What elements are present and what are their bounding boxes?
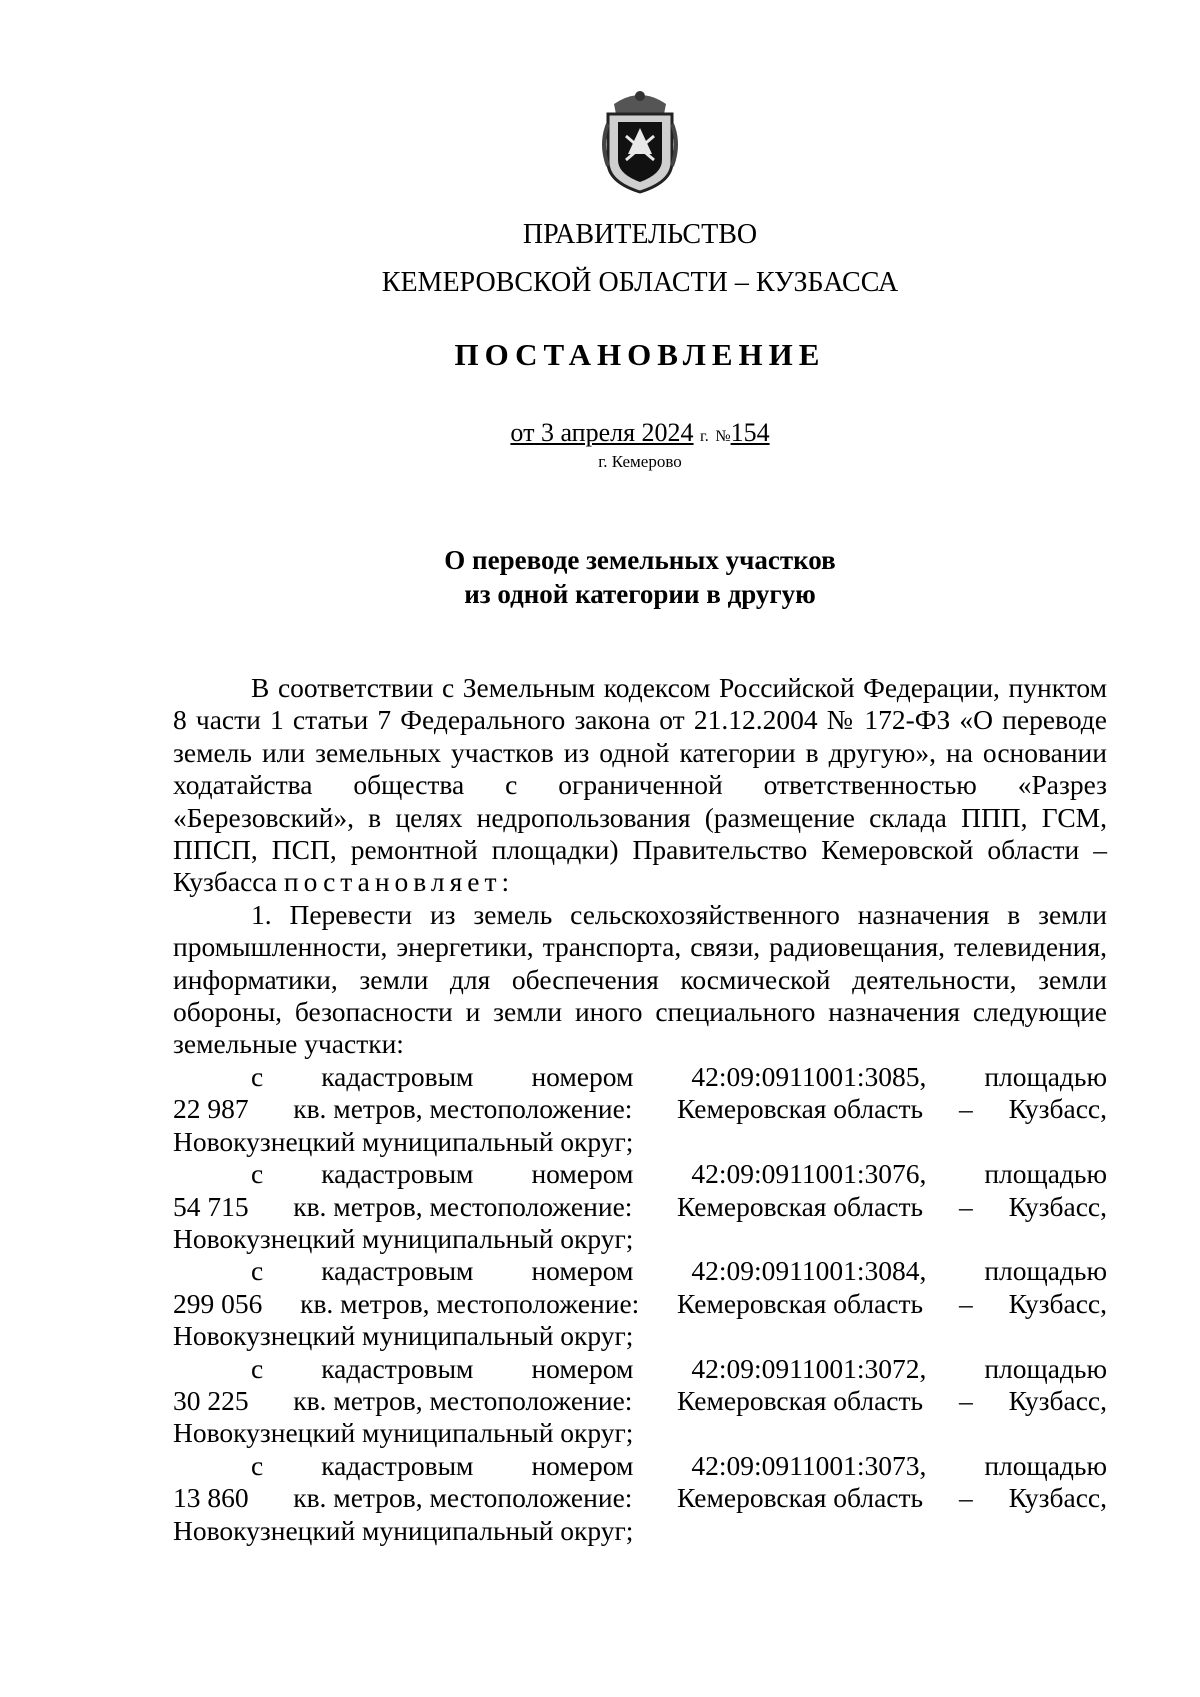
parcel-word-area: площадью <box>984 1060 1107 1092</box>
parcel-word-number: номером <box>531 1255 634 1287</box>
parcel-word-cadastral: кадастровым <box>321 1060 474 1092</box>
document-type: ПОСТАНОВЛЕНИЕ <box>454 337 826 372</box>
parcel-region-kuzbass: Кузбасс, <box>1008 1384 1107 1416</box>
parcel-region-dash: – <box>958 1190 973 1222</box>
parcel-region-dash: – <box>958 1093 973 1125</box>
parcel-word-cadastral: кадастровым <box>321 1255 474 1287</box>
preamble-paragraph <box>173 672 1107 899</box>
parcel-word-c: с <box>251 1158 264 1190</box>
parcel-line-2 <box>173 1191 1107 1223</box>
parcel-line-1 <box>173 1158 1107 1190</box>
parcel-item <box>173 1353 1107 1450</box>
date-number-line <box>0 418 1200 452</box>
parcel-line-2 <box>173 1482 1107 1514</box>
parcel-units: кв. метров, местоположение: <box>293 1190 633 1222</box>
document-title-line2: из одной категории в другую <box>464 579 816 609</box>
org-name-line1: ПРАВИТЕЛЬСТВО <box>522 219 758 250</box>
parcel-region-kuzbass: Кузбасс, <box>1008 1287 1107 1319</box>
parcel-cadastral-number: 42:09:0911001:3076, <box>691 1158 927 1190</box>
parcel-cadastral-number: 42:09:0911001:3072, <box>691 1352 927 1384</box>
parcel-area-value: 22 987 <box>173 1093 249 1125</box>
parcel-line-2 <box>173 1288 1107 1320</box>
item-1-paragraph: 1. Перевести из земель сельскохозяйственного назначения в земли промышленности, энергетики, транспорта, связи, радиовещания, телевидения, информатики, земли для обеспечения космической деятельности, земли обороны, безопасности и земли иного специального назначения следующие земельные участки: <box>173 898 1107 1060</box>
parcel-word-area: площадью <box>984 1158 1107 1190</box>
parcel-cadastral-number: 42:09:0911001:3084, <box>691 1255 927 1287</box>
parcel-item <box>173 1061 1107 1158</box>
parcel-region-kuzbass: Кузбасс, <box>1008 1482 1107 1514</box>
parcel-item <box>173 1255 1107 1352</box>
parcel-region-dash: – <box>958 1287 973 1319</box>
parcel-word-c: с <box>251 1255 264 1287</box>
parcel-region-dash: – <box>958 1384 973 1416</box>
parcel-line-1 <box>173 1353 1107 1385</box>
document-number: 154 <box>730 418 770 447</box>
parcel-line-1 <box>173 1255 1107 1287</box>
parcel-word-area: площадью <box>984 1449 1107 1481</box>
document-body <box>173 672 1107 1547</box>
parcel-units: кв. метров, местоположение: <box>293 1384 633 1416</box>
parcel-word-c: с <box>251 1060 264 1092</box>
parcel-region <box>677 1385 1107 1417</box>
parcel-district: Новокузнецкий муниципальный округ; <box>173 1417 634 1449</box>
parcel-word-number: номером <box>531 1449 634 1481</box>
parcel-item <box>173 1158 1107 1255</box>
parcel-word-c: с <box>251 1352 264 1384</box>
parcel-line-1 <box>173 1450 1107 1482</box>
parcel-list <box>173 1061 1107 1547</box>
parcel-region <box>677 1482 1107 1514</box>
parcel-word-number: номером <box>531 1158 634 1190</box>
parcel-units: кв. метров, местоположение: <box>300 1287 640 1319</box>
parcel-district: Новокузнецкий муниципальный округ; <box>173 1514 634 1546</box>
city: г. Кемерово <box>598 452 682 471</box>
parcel-district: Новокузнецкий муниципальный округ; <box>173 1222 634 1254</box>
parcel-region-name: Кемеровская область <box>677 1190 924 1222</box>
parcel-line-2 <box>173 1385 1107 1417</box>
coat-of-arms-emblem <box>600 84 680 194</box>
preamble-text: В соответствии с Земельным кодексом Российской Федерации, пунктом 8 части 1 статьи 7 Федерального закона от 21.12.2004 № 172-ФЗ «О переводе земель или земельных участков из одной категории в другую», на основании ходатайства общества с ограниченной ответственностью «Разрез «Березовский», в целях недропользования (размещение склада ППП, ГСМ, ППСП, ПСП, ремонтной площадки) Правительство Кемеровской области – Кузбасса <box>173 672 1107 898</box>
document-title-line1: О переводе земельных участков <box>444 545 836 575</box>
parcel-word-area: площадью <box>984 1352 1107 1384</box>
parcel-area-value: 30 225 <box>173 1384 249 1416</box>
parcel-units: кв. метров, местоположение: <box>293 1093 633 1125</box>
parcel-units: кв. метров, местоположение: <box>293 1482 633 1514</box>
parcel-region-name: Кемеровская область <box>677 1482 924 1514</box>
org-name-line2: КЕМЕРОВСКОЙ ОБЛАСТИ – КУЗБАССА <box>381 267 899 298</box>
parcel-word-cadastral: кадастровым <box>321 1449 474 1481</box>
parcel-word-area: площадью <box>984 1255 1107 1287</box>
parcel-district: Новокузнецкий муниципальный округ; <box>173 1125 634 1157</box>
parcel-region-name: Кемеровская область <box>677 1287 924 1319</box>
parcel-word-number: номером <box>531 1352 634 1384</box>
year-suffix: г. <box>700 428 709 445</box>
parcel-line-2 <box>173 1093 1107 1125</box>
parcel-region-name: Кемеровская область <box>677 1384 924 1416</box>
parcel-area-value: 13 860 <box>173 1482 249 1514</box>
resolves-word: постановляет: <box>283 866 515 898</box>
parcel-word-cadastral: кадастровым <box>321 1158 474 1190</box>
parcel-item <box>173 1450 1107 1547</box>
parcel-region-name: Кемеровская область <box>677 1093 924 1125</box>
parcel-word-cadastral: кадастровым <box>321 1352 474 1384</box>
document-date: 3 апреля 2024 <box>540 418 694 447</box>
parcel-region <box>677 1191 1107 1223</box>
parcel-cadastral-number: 42:09:0911001:3085, <box>691 1060 927 1092</box>
parcel-region-kuzbass: Кузбасс, <box>1008 1190 1107 1222</box>
parcel-word-c: с <box>251 1449 264 1481</box>
parcel-area-value: 54 715 <box>173 1190 249 1222</box>
parcel-word-number: номером <box>531 1060 634 1092</box>
parcel-region-kuzbass: Кузбасс, <box>1008 1093 1107 1125</box>
parcel-region-dash: – <box>958 1482 973 1514</box>
parcel-region <box>677 1288 1107 1320</box>
number-sign: № <box>715 428 731 445</box>
parcel-line-1 <box>173 1061 1107 1093</box>
parcel-region <box>677 1093 1107 1125</box>
parcel-cadastral-number: 42:09:0911001:3073, <box>691 1449 927 1481</box>
parcel-area-value: 299 056 <box>173 1287 263 1319</box>
date-prefix: от <box>510 418 535 447</box>
parcel-district: Новокузнецкий муниципальный округ; <box>173 1320 634 1352</box>
